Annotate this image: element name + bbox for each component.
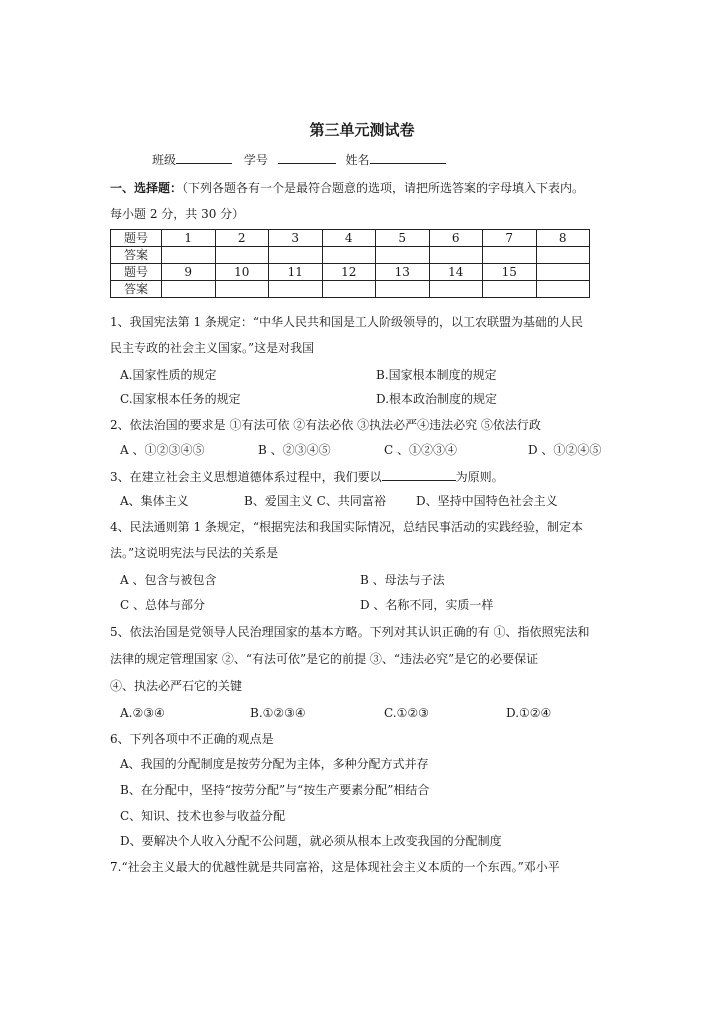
q-number: 2	[215, 230, 269, 247]
answer-cell[interactable]	[162, 281, 216, 298]
q2-option-b: B 、②③④⑤	[258, 443, 331, 457]
student-info-row	[152, 151, 446, 168]
q-number: 12	[322, 264, 376, 281]
answer-cell[interactable]	[483, 281, 537, 298]
answer-cell[interactable]	[376, 247, 430, 264]
student-no-label: 学号	[243, 153, 268, 167]
answer-cell[interactable]	[536, 247, 590, 264]
row-label-a: 答案	[111, 247, 162, 264]
answer-cell[interactable]	[483, 247, 537, 264]
q-number: 6	[429, 230, 483, 247]
q6-option-b: B、在分配中，坚持“按劳分配”与“按生产要素分配”相结合	[120, 783, 430, 797]
q-number	[536, 264, 590, 281]
q5-line-2: 法律的规定管理国家 ②、“有法可依”是它的前提 ③、“违法必究”是它的必要保证	[110, 652, 539, 666]
section1-instruction-line	[110, 180, 584, 196]
q2-line-1: 2、依法治国的要求是 ①有法可依 ②有法必依 ③执法必严④违法必究 ⑤依法行政	[110, 418, 541, 432]
answer-cell[interactable]	[215, 247, 269, 264]
answer-cell[interactable]	[376, 281, 430, 298]
q-number: 4	[322, 230, 376, 247]
answer-table-row-a1	[111, 247, 590, 264]
q5-option-a: A.②③④	[120, 706, 165, 720]
q3-option-a: A、集体主义	[120, 494, 189, 508]
q2-option-a: A 、①②③④⑤	[120, 443, 205, 457]
student-no-blank[interactable]	[278, 151, 336, 164]
q5-option-c: C.①②③	[384, 706, 429, 720]
q-number: 7	[483, 230, 537, 247]
q-number: 11	[269, 264, 323, 281]
answer-cell[interactable]	[322, 247, 376, 264]
q2-option-d: D 、①②④⑤	[528, 443, 602, 457]
answer-cell[interactable]	[162, 247, 216, 264]
q-number: 9	[162, 264, 216, 281]
answer-cell[interactable]	[215, 281, 269, 298]
class-blank[interactable]	[176, 151, 232, 164]
q3-text-after: 为原则。	[455, 470, 504, 484]
answer-cell[interactable]	[269, 281, 323, 298]
q1-option-a: A.国家性质的规定	[120, 368, 217, 382]
q7-line-1: 7.“社会主义最大的优越性就是共同富裕，这是体现社会主义本质的一个东西。”邓小平	[110, 860, 560, 874]
q4-line-2: 法。”这说明宪法与民法的关系是	[110, 546, 279, 560]
answer-cell[interactable]	[322, 281, 376, 298]
name-blank[interactable]	[370, 151, 446, 164]
class-label: 班级	[152, 153, 177, 167]
q4-option-c: C 、总体与部分	[120, 598, 205, 612]
row-label-a: 答案	[111, 281, 162, 298]
q1-line-1: 1、我国宪法第 1 条规定：“中华人民共和国是工人阶级领导的，以工农联盟为基础的人民	[110, 315, 584, 329]
q3-blank[interactable]	[382, 468, 456, 481]
q3-text-before: 3、在建立社会主义思想道德体系过程中，我们要以	[110, 470, 382, 484]
q-number: 10	[215, 264, 269, 281]
section1-heading: 一、选择题：	[110, 181, 183, 195]
section1-score-note: 每小题 2 分，共 30 分）	[110, 207, 245, 221]
row-label-q: 题号	[111, 264, 162, 281]
q3-option-d: D、坚持中国特色社会主义	[416, 494, 558, 508]
answer-table-row-a2	[111, 281, 590, 298]
q4-line-1: 4、民法通则第 1 条规定，“根据宪法和我国实际情况，总结民事活动的实践经验，制定本	[110, 520, 584, 534]
answer-table-row-q2	[111, 264, 590, 281]
section1-instruction: （下列各题各有一个是最符合题意的选项，请把所选答案的字母填入下表内。	[182, 181, 585, 195]
q5-line-1: 5、依法治国是党领导人民治理国家的基本方略。下列对其认识正确的有 ①、指依照宪法和	[110, 625, 590, 639]
q6-option-a: A、我国的分配制度是按劳分配为主体，多种分配方式并存	[120, 757, 429, 771]
q-number: 15	[483, 264, 537, 281]
q1-option-c: C.国家根本任务的规定	[120, 392, 241, 406]
q6-option-c: C、知识、技术也参与收益分配	[120, 809, 286, 823]
q3-option-b: B、爱国主义 C、共同富裕	[244, 494, 386, 508]
q2-option-c: C 、①②③④	[384, 443, 457, 457]
q5-option-d: D.①②④	[506, 706, 552, 720]
q1-option-d: D.根本政治制度的规定	[376, 392, 498, 406]
q-number: 1	[162, 230, 216, 247]
answer-cell[interactable]	[536, 281, 590, 298]
row-label-q: 题号	[111, 230, 162, 247]
answer-table	[110, 229, 590, 298]
answer-cell[interactable]	[429, 281, 483, 298]
q-number: 3	[269, 230, 323, 247]
q-number: 13	[376, 264, 430, 281]
q-number: 14	[429, 264, 483, 281]
name-label: 姓名	[345, 153, 370, 167]
q6-line-1: 6、下列各项中不正确的观点是	[110, 732, 274, 746]
answer-cell[interactable]	[269, 247, 323, 264]
q4-option-a: A 、包含与被包含	[120, 573, 217, 587]
answer-table-row-q1	[111, 230, 590, 247]
q-number: 8	[536, 230, 590, 247]
q1-option-b: B.国家根本制度的规定	[376, 368, 497, 382]
q5-option-b: B.①②③④	[250, 706, 306, 720]
q5-line-3: ④、执法必严石它的关键	[110, 679, 243, 693]
q4-option-b: B 、母法与子法	[360, 573, 445, 587]
answer-cell[interactable]	[429, 247, 483, 264]
q3-line-1	[110, 468, 504, 485]
q6-option-d: D、要解决个人收入分配不公问题，就必须从根本上改变我国的分配制度	[120, 834, 502, 848]
q4-option-d: D 、名称不同，实质一样	[360, 598, 494, 612]
q-number: 5	[376, 230, 430, 247]
q1-line-2: 民主专政的社会主义国家。”这是对我国	[110, 341, 315, 355]
page-title: 第三单元测试卷	[309, 121, 415, 139]
